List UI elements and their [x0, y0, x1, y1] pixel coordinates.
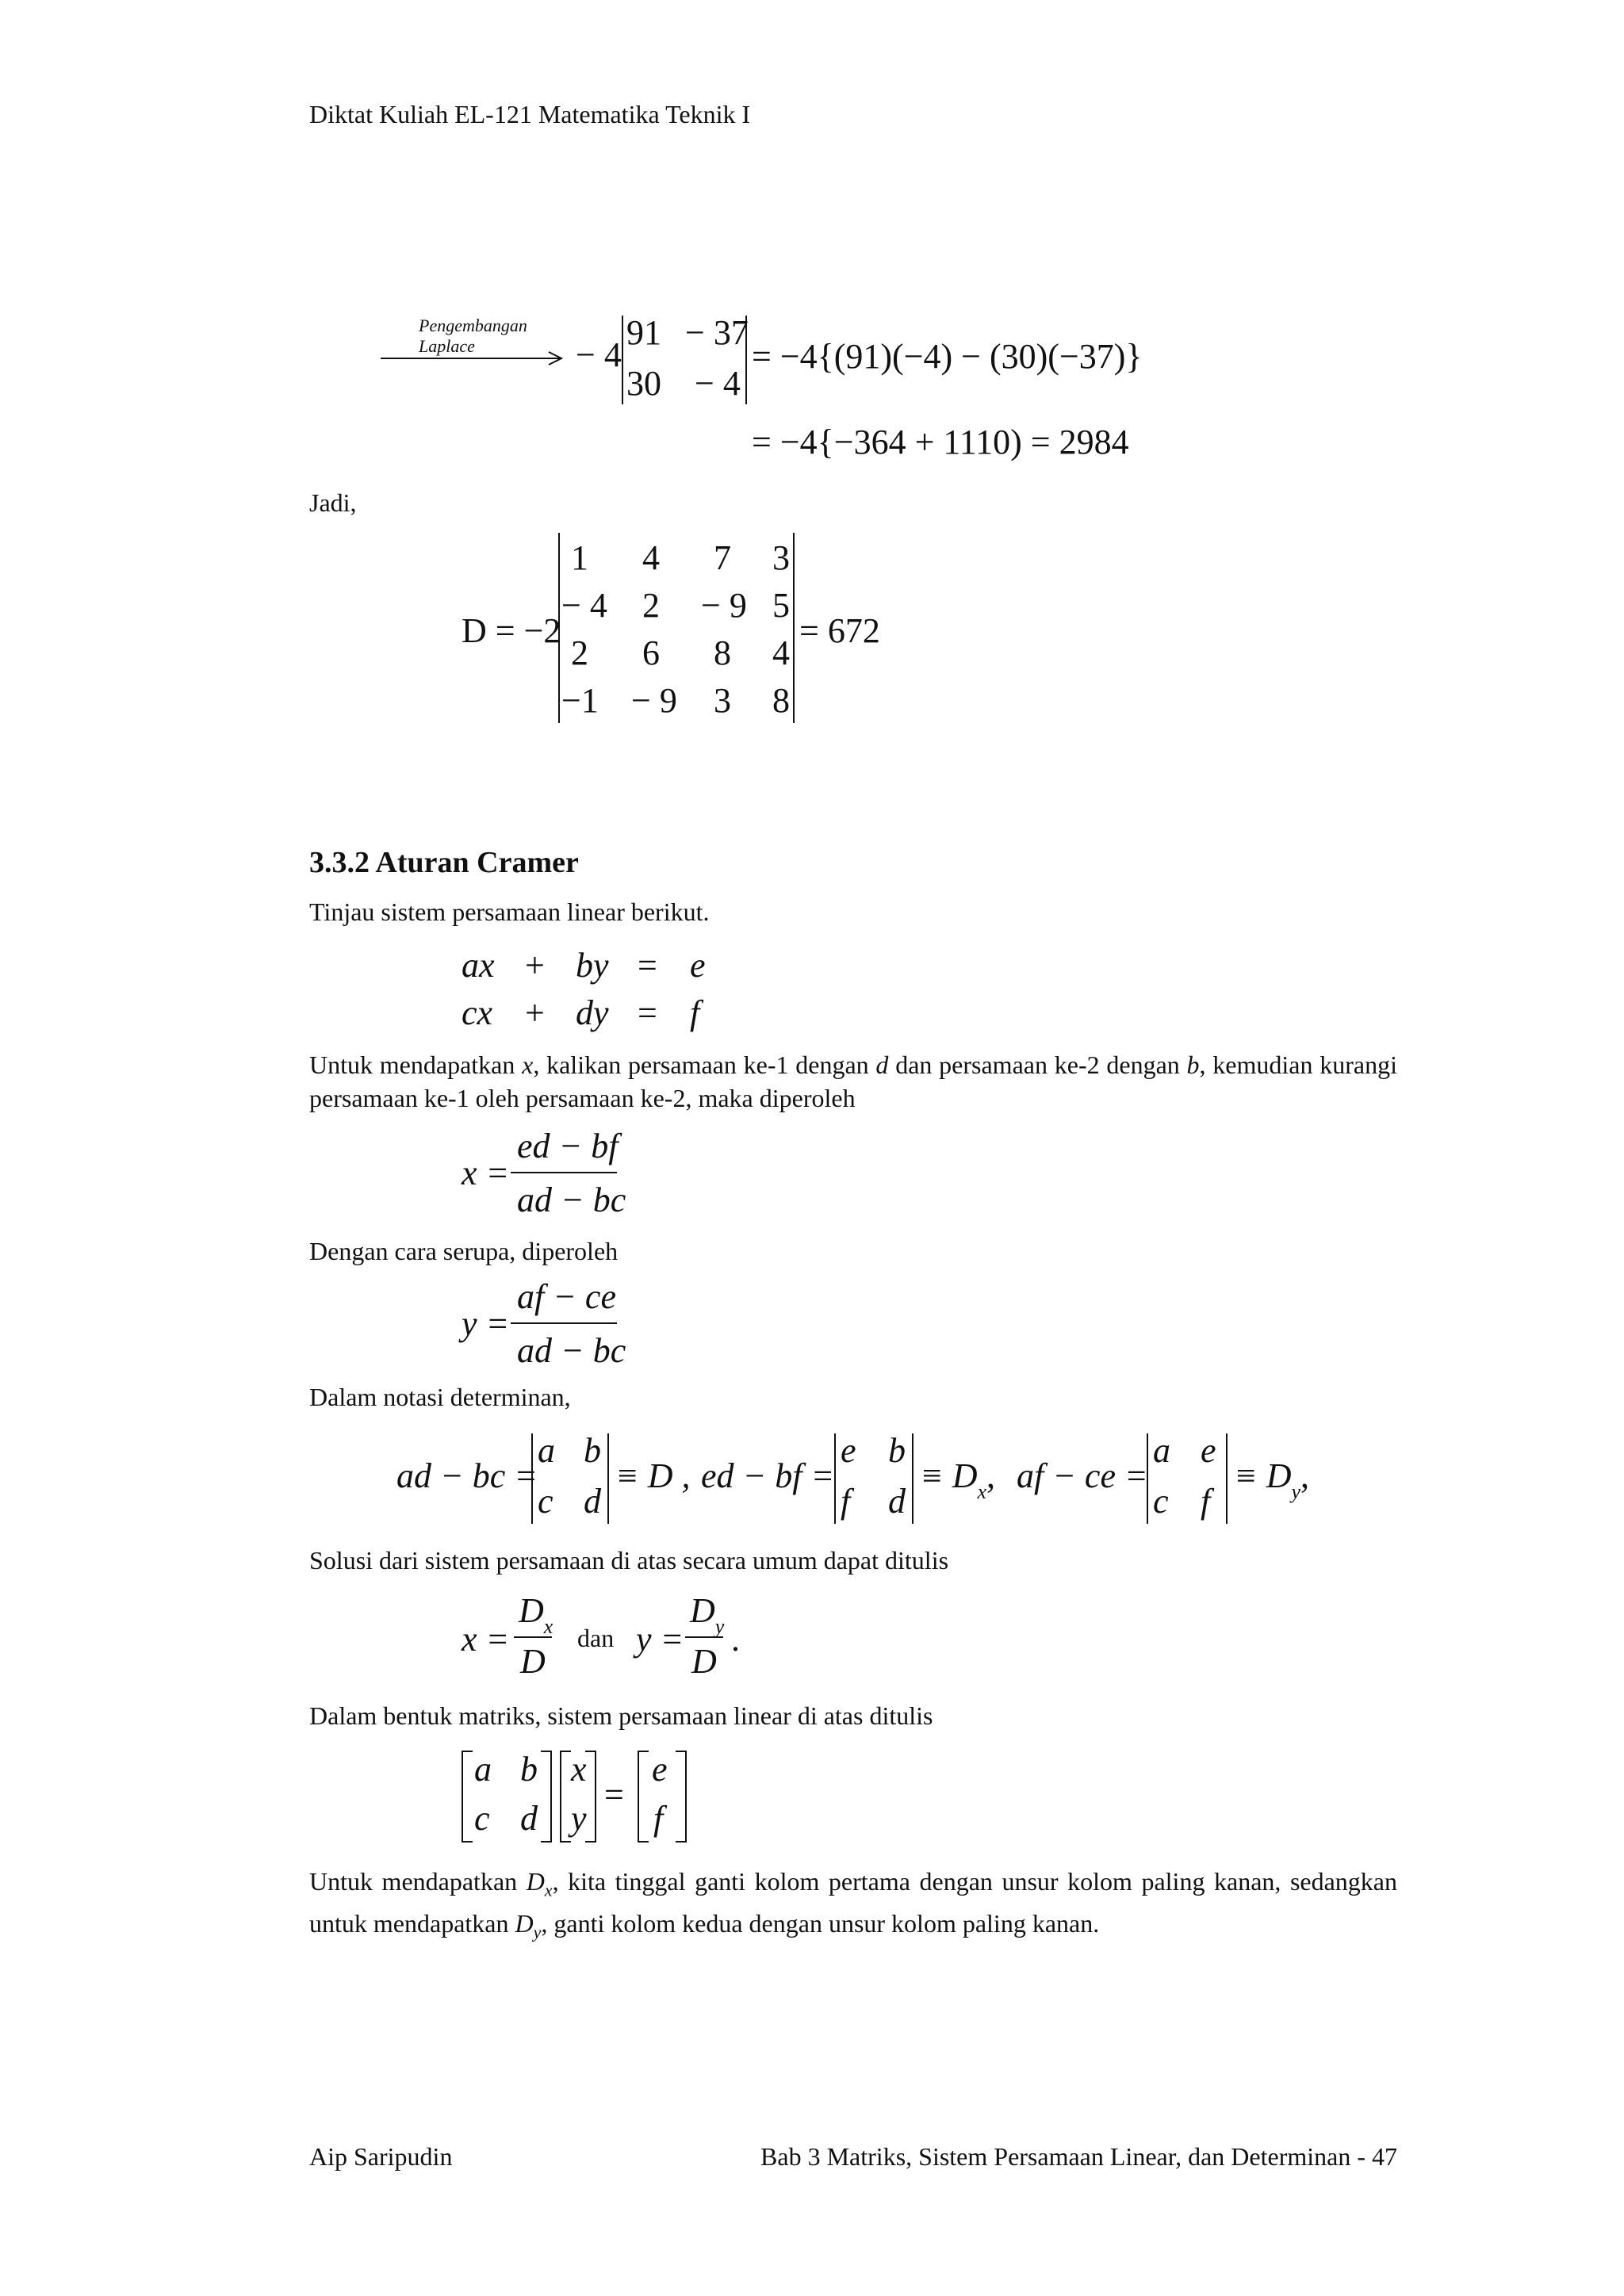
matrix-cell: e	[652, 1750, 668, 1789]
sol-x-den: D	[520, 1642, 546, 1681]
det4-cell: 4	[772, 633, 790, 672]
det4-cell: −1	[561, 681, 599, 720]
fraction-bar	[514, 1636, 552, 1638]
matrix-cell: d	[520, 1799, 538, 1838]
paragraph-2: Dengan cara serupa, diperoleh	[309, 1237, 619, 1265]
fraction-bar	[685, 1636, 723, 1638]
sol-dan: dan	[577, 1624, 615, 1652]
laplace-rhs-2: = −4{−364 + 1110) = 2984	[752, 423, 1129, 461]
det-cell: a	[538, 1431, 555, 1470]
sys-term: e	[690, 946, 706, 985]
det-cell: f	[1201, 1482, 1211, 1521]
p1-pre: Untuk mendapatkan	[309, 1050, 523, 1079]
yfrac-den: ad − bc	[517, 1331, 626, 1370]
e3-tail: ,	[1300, 1456, 1310, 1495]
matrix-eq: =	[604, 1775, 624, 1814]
det4-cell: 7	[714, 538, 731, 577]
intro-text: Tinjau sistem persamaan linear berikut.	[309, 897, 710, 926]
e3-rhs-sym: ≡ D	[1234, 1456, 1292, 1495]
det4-cell: 3	[772, 538, 790, 577]
det-bar	[1147, 1433, 1148, 1524]
running-header: Diktat Kuliah EL-121 Matematika Teknik I	[309, 100, 751, 128]
det-cell: b	[888, 1431, 906, 1470]
sys-term: by	[576, 946, 609, 985]
det4-bar-right	[793, 533, 795, 723]
p1-var-x: x	[522, 1050, 534, 1079]
sol-y-num-sub: y	[714, 1615, 725, 1638]
m12: − 37	[685, 313, 749, 352]
det-bar	[1226, 1433, 1228, 1524]
det4-cell: 4	[642, 538, 660, 577]
det4-cell: 5	[772, 586, 790, 625]
det-cell: a	[1153, 1431, 1170, 1470]
m21: 30	[626, 364, 661, 403]
sys-op: +	[525, 946, 545, 985]
footer-author: Aip Saripudin	[309, 2142, 453, 2171]
laplace-rhs-1: = −4{(91)(−4) − (30)(−37)}	[752, 337, 1143, 376]
m11: 91	[626, 313, 661, 352]
sol-x-num-D: D	[519, 1591, 544, 1630]
det4-cell: − 9	[631, 681, 677, 720]
paragraph-1	[309, 1048, 1397, 1115]
det-cell: e	[841, 1431, 856, 1470]
sys-op: +	[525, 993, 545, 1032]
right-arrow-icon	[381, 349, 571, 368]
det4-cell: 8	[714, 633, 731, 672]
sol-y-den: D	[691, 1642, 717, 1681]
p6-Dx: D	[526, 1867, 545, 1896]
p6-Dy-sub: y	[533, 1922, 542, 1942]
det-cell: c	[1153, 1482, 1169, 1521]
sol-x-lhs: x =	[462, 1620, 510, 1659]
det-bar	[834, 1433, 836, 1524]
sys-term: dy	[576, 993, 609, 1032]
fraction-bar	[511, 1322, 617, 1324]
det4-cell: 2	[642, 586, 660, 625]
det-cell: c	[538, 1482, 553, 1521]
xfrac-lhs: x =	[462, 1154, 510, 1192]
paragraph-6	[309, 1865, 1397, 1950]
det4-cell: 1	[571, 538, 588, 577]
det-bar-left	[622, 316, 623, 404]
sol-y-num	[690, 1590, 725, 1638]
det4-cell: − 4	[561, 586, 607, 625]
sys-op: =	[638, 993, 657, 1032]
m22: − 4	[695, 364, 741, 403]
p6-pre: Untuk mendapatkan	[309, 1867, 527, 1896]
det4-cell: 8	[772, 681, 790, 720]
det-bar	[912, 1433, 914, 1524]
e2-lhs: ed − bf =	[701, 1456, 835, 1495]
sys-term: ax	[462, 946, 495, 985]
sol-end: .	[731, 1620, 740, 1659]
e3-lhs: af − ce =	[1017, 1456, 1148, 1495]
e2-rhs-sym: ≡ D	[920, 1456, 978, 1495]
paragraph-4: Solusi dari sistem persamaan di atas secara umum dapat ditulis	[309, 1546, 949, 1575]
e1-lhs: ad − bc =	[396, 1456, 538, 1495]
bracket-left	[560, 1751, 571, 1843]
sys-term: cx	[462, 993, 493, 1032]
section-title: 3.3.2 Aturan Cramer	[309, 846, 579, 879]
det-bar-right	[745, 316, 747, 404]
det4-cell: 3	[714, 681, 731, 720]
matrix-cell: a	[474, 1750, 492, 1789]
det4-rhs: = 672	[799, 611, 880, 650]
det-cell: f	[841, 1482, 851, 1521]
matrix-cell: f	[653, 1799, 664, 1838]
det-cell: e	[1201, 1431, 1216, 1470]
e2-sub: x	[977, 1480, 987, 1503]
footer-chapter: Bab 3 Matriks, Sistem Persamaan Linear, dan Determinan - 47	[760, 2142, 1397, 2171]
sol-x-num	[519, 1590, 553, 1638]
p1-post: , kemudian kurangi persamaan ke-1 oleh persamaan ke-2, maka diperoleh	[309, 1050, 1397, 1112]
p6-mid: , kita tinggal ganti kolom pertama dengan unsur kolom paling kanan, sedangkan untuk mendapatkan	[309, 1867, 1397, 1938]
det-cell: d	[584, 1482, 601, 1521]
det-cell: b	[584, 1431, 601, 1470]
p1-var-b: b	[1186, 1050, 1200, 1079]
p6-post: , ganti kolom kedua dengan unsur kolom paling kanan.	[541, 1909, 1100, 1938]
det4-cell: 2	[571, 633, 588, 672]
det-bar	[607, 1433, 609, 1524]
e3-sub: y	[1291, 1480, 1301, 1503]
det4-cell: 6	[642, 633, 660, 672]
yfrac-lhs: y =	[462, 1304, 510, 1343]
det4-cell: − 9	[701, 586, 747, 625]
det4-bar-left	[558, 533, 560, 723]
matrix-cell: y	[571, 1799, 587, 1838]
bracket-left	[462, 1751, 473, 1843]
bracket-right	[676, 1751, 687, 1843]
e2-tail: ,	[986, 1456, 996, 1495]
matrix-cell: x	[571, 1750, 587, 1789]
arrow-label-bottom: Laplace	[419, 336, 475, 356]
sol-y-lhs: y =	[636, 1620, 684, 1659]
matrix-cell: c	[474, 1799, 490, 1838]
paragraph-3: Dalam notasi determinan,	[309, 1383, 571, 1411]
e2-rhs	[920, 1456, 996, 1503]
paragraph-5: Dalam bentuk matriks, sistem persamaan linear di atas ditulis	[309, 1701, 933, 1730]
p1-mid2: dan persamaan ke-2 dengan	[888, 1050, 1187, 1079]
sys-op: =	[638, 946, 657, 985]
arrow-label-top: Pengembangan	[419, 316, 527, 335]
matrix-cell: b	[520, 1750, 538, 1789]
sol-y-num-D: D	[690, 1591, 715, 1630]
p1-mid1: , kalikan persamaan ke-1 dengan	[533, 1050, 876, 1079]
p1-var-d: d	[875, 1050, 889, 1079]
sys-term: f	[690, 993, 700, 1032]
det-bar	[531, 1433, 533, 1524]
fraction-bar	[511, 1172, 617, 1173]
e3-rhs	[1234, 1456, 1310, 1503]
bracket-right	[585, 1751, 596, 1843]
xfrac-den: ad − bc	[517, 1181, 626, 1219]
p6-Dx-sub: x	[544, 1880, 553, 1900]
e1-rhs: ≡ D ,	[615, 1456, 691, 1495]
jadi-label: Jadi,	[309, 488, 357, 517]
coef: − 4	[576, 335, 622, 374]
xfrac-num: ed − bf	[517, 1127, 619, 1165]
det4-lhs: D = −2	[462, 611, 561, 650]
p6-Dy: D	[515, 1909, 534, 1938]
sol-x-num-sub: x	[543, 1615, 553, 1638]
bracket-right	[541, 1751, 552, 1843]
det-cell: d	[888, 1482, 906, 1521]
bracket-left	[638, 1751, 649, 1843]
yfrac-num: af − ce	[517, 1277, 616, 1316]
